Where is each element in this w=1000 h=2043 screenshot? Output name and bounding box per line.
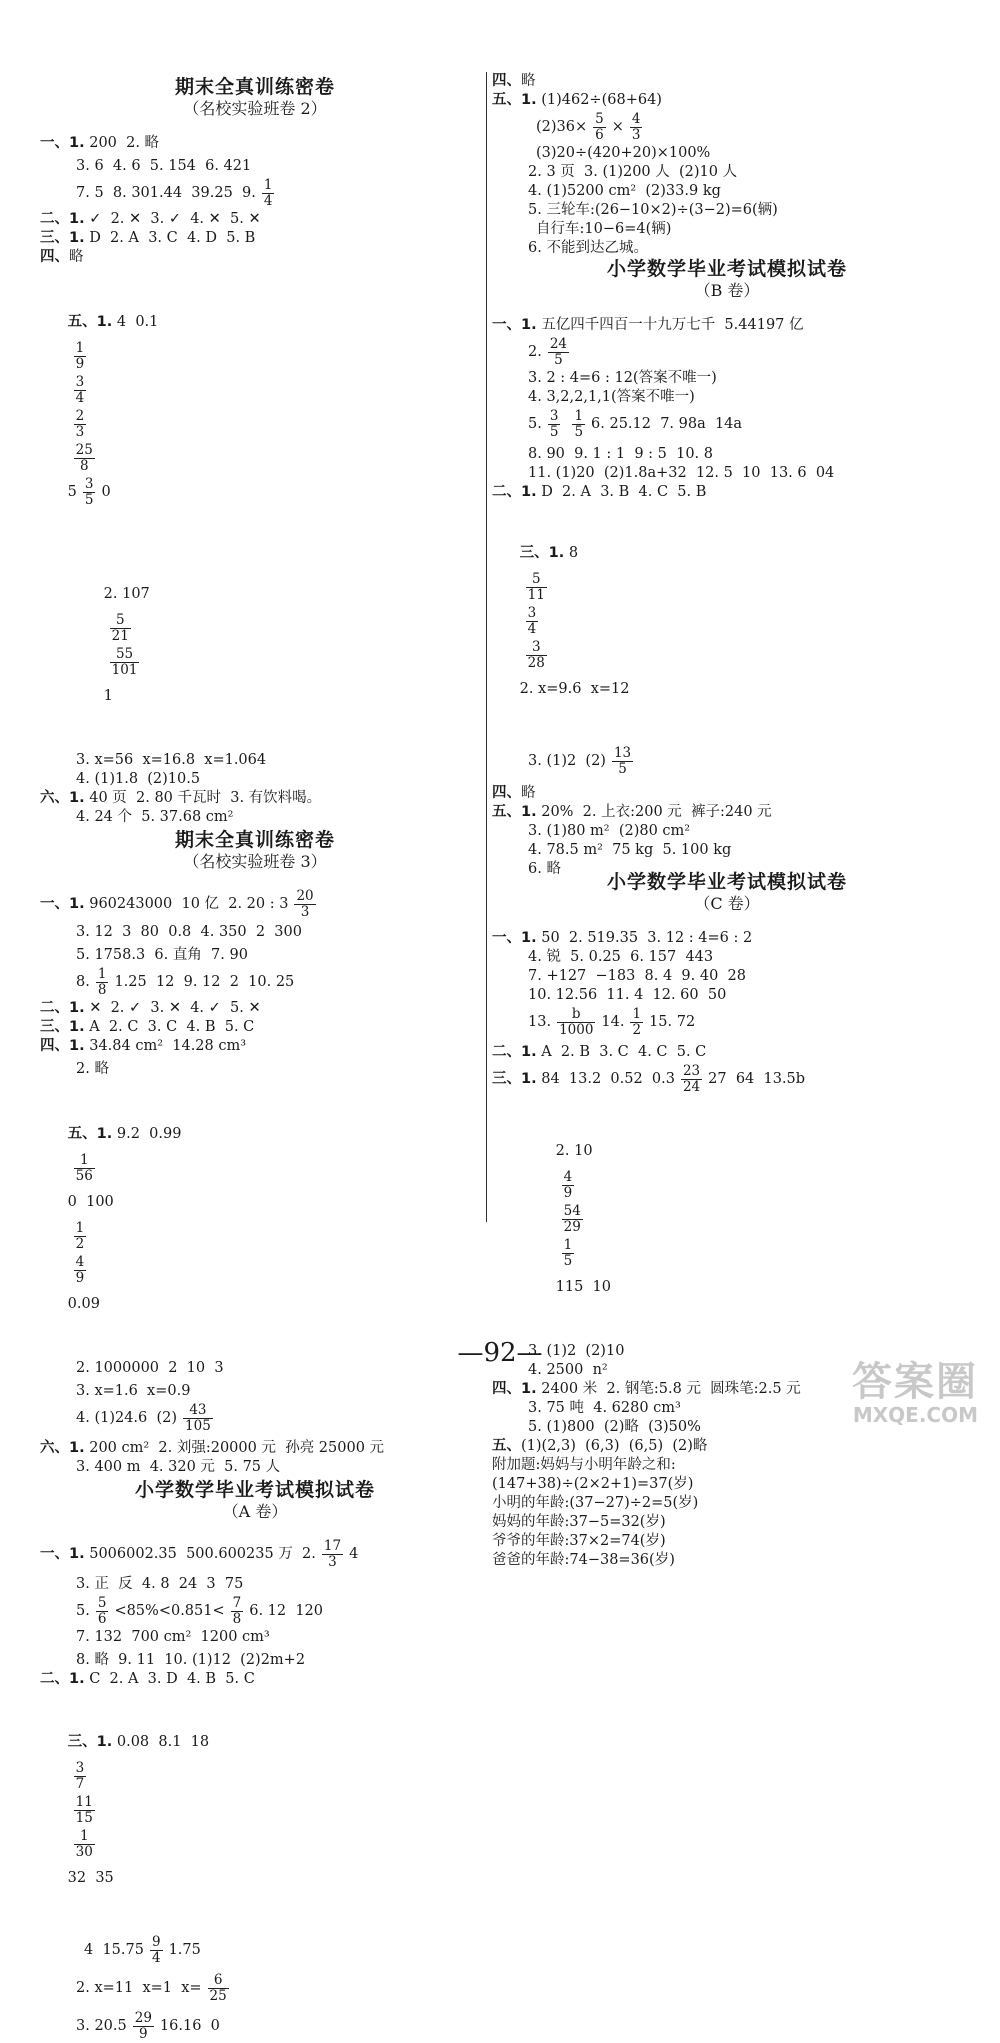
fraction: $\frac{17}{3}$ (323, 1537, 342, 1570)
section-title: 期末全真训练密卷 (174, 76, 335, 98)
answer-line: 5. 1758.3 6. 直角 7. 90 (76, 947, 248, 963)
answer-line: 4. 78.5 m² 75 kg 5. 100 kg (528, 842, 732, 858)
answer-line: (3)20÷(420+20)×100% (536, 145, 711, 161)
answer-line: 一、1. 960243000 10 亿 2. 20 : 3 $\frac{20}{3}$ (40, 887, 314, 920)
answer-line: 二、1. ✓ 2. ✕ 3. ✓ 4. ✕ 5. ✕ (40, 211, 261, 227)
answer-line: 一、1. 5006002.35 500.600235 万 2. $\frac{17}{3}$ 4 (40, 1537, 359, 1570)
fraction: $\frac{6}{25}$ (209, 1971, 227, 2004)
answer-line: 五、(1)(2,3) (6,3) (6,5) (2)略 (492, 1438, 708, 1454)
answer-line: 3. (1)2 (2) $\frac{13}{5}$ (528, 744, 632, 777)
fraction: $\frac{3}{5}$ (549, 407, 559, 440)
fraction: $\frac{11}{15}$ (75, 1793, 93, 1826)
extra-question-line: 妈妈的年龄:37−5=32(岁) (492, 1514, 666, 1530)
fraction: $\frac{54}{29}$ (563, 1202, 581, 1235)
extra-question-line: 附加题:妈妈与小明年龄之和: (492, 1457, 676, 1473)
section-subtitle: （名校实验班卷 2） (183, 99, 327, 118)
fraction: $\frac{1}{30}$ (75, 1827, 93, 1860)
fraction: $\frac{1}{5}$ (574, 407, 584, 440)
answer-line: 5. $\frac{5}{6}$ <85%<0.851< $\frac{7}{8}$ 6. 12 120 (76, 1594, 324, 1627)
fraction: $\frac{b}{1000}$ (559, 1005, 594, 1038)
extra-question-line: (147+38)÷(2×2+1)=37(岁) (492, 1476, 694, 1492)
extra-question-line: 爷爷的年龄:37×2=74(岁) (492, 1533, 666, 1549)
fraction: $\frac{4}{3}$ (631, 110, 641, 143)
answer-line: 4. 3,2,2,1,1(答案不唯一) (528, 389, 695, 405)
answer-line: 五、1. (1)462÷(68+64) (492, 92, 662, 108)
fraction: $\frac{4}{9}$ (75, 1253, 85, 1286)
answer-line: 3. 2 : 4=6 : 12(答案不唯一) (528, 370, 717, 386)
answer-line: 8. $\frac{1}{8}$ 1.25 12 9. 12 2 10. 25 (76, 965, 295, 998)
answer-line: (2)36× $\frac{5}{6}$ × $\frac{4}{3}$ (536, 110, 641, 143)
fraction: $\frac{3}{28}$ (527, 638, 545, 671)
fraction: $\frac{3}{4}$ (527, 604, 537, 637)
watermark-logo-mark: 答案圈 (852, 1359, 978, 1405)
answer-line: 自行车:10−6=4(辆) (536, 221, 672, 237)
answer-line: 四、1. 2400 米 2. 钢笔:5.8 元 圆珠笔:2.5 元 (492, 1381, 801, 1397)
answer-line: 3. x=1.6 x=0.9 (76, 1383, 191, 1399)
answer-line: 6. 略 (528, 861, 561, 877)
section-title: 小学数学毕业考试模拟试卷 (606, 258, 847, 280)
answer-line: 2. x=11 x=1 x= $\frac{6}{25}$ (76, 1971, 227, 2004)
answer-line: 4. 24 个 5. 37.68 cm² (76, 809, 234, 825)
answer-line: 三、1. 8 $\frac{5}{11}$ $\frac{3}{4}$ $\frac{3}{28}$ 2. x=9.6 x=12 (519, 545, 630, 697)
extra-question-line: 爸爸的年龄:74−38=36(岁) (492, 1552, 675, 1568)
answer-line: 五、1. 4 0.1 $\frac{1}{9}$ $\frac{3}{4}$ $\frac{2}{3}$ $\frac{25}{8}$ 5 $\frac{3}{5}$ 0 (67, 314, 159, 508)
fraction: $\frac{1}{2}$ (632, 1005, 642, 1038)
answer-line: 8. 90 9. 1 : 1 9 : 5 10. 8 (528, 446, 713, 462)
answer-line: 5. (1)800 (2)略 (3)50% (528, 1419, 701, 1435)
answer-line: 3. 6 4. 6 5. 154 6. 421 (76, 158, 252, 174)
fraction: $\frac{9}{4}$ (151, 1933, 161, 1966)
extra-question-line: 小明的年龄:(37−27)÷2=5(岁) (492, 1495, 699, 1511)
answer-line: 一、1. 200 2. 略 (40, 135, 160, 151)
site-watermark-logo (828, 1360, 978, 1426)
answer-line: 2. $\frac{24}{5}$ (528, 335, 568, 368)
answer-line: 3. (1)80 m² (2)80 cm² (528, 823, 691, 839)
answer-line: 3. (1)2 (2)10 (528, 1343, 625, 1359)
answer-line: 四、略 (40, 249, 84, 265)
fraction: $\frac{1}{8}$ (97, 965, 107, 998)
answer-line: 3. 75 吨 4. 6280 cm³ (528, 1400, 681, 1416)
answer-line: 二、1. A 2. B 3. C 4. C 5. C (492, 1044, 707, 1060)
answer-line: 4 15.75 $\frac{9}{4}$ 1.75 (84, 1933, 201, 1966)
fraction: $\frac{5}{21}$ (111, 611, 129, 644)
fraction: $\frac{1}{56}$ (75, 1151, 93, 1184)
answer-line: 13. $\frac{b}{1000}$ 14. $\frac{1}{2}$ 15. 72 (528, 1005, 696, 1038)
section-title: 小学数学毕业考试模拟试卷 (606, 871, 847, 893)
fraction: $\frac{3}{5}$ (84, 475, 94, 508)
section-subtitle: （C 卷） (694, 894, 760, 913)
section-subtitle: （A 卷） (222, 1502, 288, 1521)
fraction: $\frac{1}{2}$ (75, 1219, 85, 1252)
answer-line: 11. (1)20 (2)1.8a+32 12. 5 10 13. 6 04 (528, 465, 835, 481)
fraction: $\frac{3}{4}$ (75, 373, 85, 406)
answer-line: 4. (1)1.8 (2)10.5 (76, 771, 201, 787)
answer-line: 二、1. C 2. A 3. D 4. B 5. C (40, 1671, 255, 1687)
answer-line: 7. 5 8. 301.44 39.25 9. $\frac{1}{4}$ (76, 176, 273, 209)
section-subtitle: （B 卷） (694, 281, 760, 300)
answer-line: 2. 3 页 3. (1)200 人 (2)10 人 (528, 164, 738, 180)
answer-line: 3. 20.5 $\frac{29}{9}$ 16.16 0 (76, 2009, 220, 2042)
answer-line: 三、1. A 2. C 3. C 4. B 5. C (40, 1019, 255, 1035)
answer-line: 2. 1000000 2 10 3 (76, 1360, 224, 1376)
answer-line: 3. x=56 x=16.8 x=1.064 (76, 752, 267, 768)
fraction: $\frac{3}{7}$ (75, 1759, 85, 1792)
answer-line: 五、1. 20% 2. 上衣:200 元 裤子:240 元 (492, 804, 772, 820)
answer-line: 三、1. D 2. A 3. C 4. D 5. B (40, 230, 256, 246)
answer-line: 六、1. 40 页 2. 80 千瓦时 3. 有饮料喝。 (40, 790, 322, 806)
fraction: $\frac{1}{4}$ (263, 176, 273, 209)
answer-line: 7. 132 700 cm² 1200 cm³ (76, 1629, 270, 1645)
answer-line: 二、1. ✕ 2. ✓ 3. ✕ 4. ✓ 5. ✕ (40, 1000, 261, 1016)
section-subtitle: （名校实验班卷 3） (183, 852, 327, 871)
answer-line: 2. 略 (76, 1061, 109, 1077)
left-column (40, 60, 470, 2043)
answer-line: 7. +127 −183 8. 4 9. 40 28 (528, 968, 746, 984)
answer-line: 3. 正 反 4. 8 24 3 75 (76, 1576, 244, 1592)
answer-line: 6. 不能到达乙城。 (528, 240, 648, 256)
fraction: $\frac{4}{9}$ (563, 1168, 573, 1201)
answer-line: 2. 10 $\frac{4}{9}$ $\frac{54}{29}$ $\frac{1}{5}$ 115 10 (555, 1143, 612, 1295)
fraction: $\frac{23}{24}$ (682, 1062, 701, 1095)
answer-line: 四、1. 34.84 cm² 14.28 cm³ (40, 1038, 247, 1054)
fraction: $\frac{5}{6}$ (97, 1594, 107, 1627)
answer-line: 5. 三轮车:(26−10×2)÷(3−2)=6(辆) (528, 202, 778, 218)
watermark-site-url: MXQE.COM (852, 1403, 978, 1427)
fraction: $\frac{24}{5}$ (549, 335, 568, 368)
page-number: —92— (457, 1338, 543, 1368)
answer-line: 2. 107 $\frac{5}{21}$ $\frac{55}{101}$ 1 (103, 586, 150, 704)
fraction: $\frac{43}{105}$ (185, 1401, 211, 1434)
fraction: $\frac{2}{3}$ (75, 407, 85, 440)
fraction: $\frac{1}{9}$ (75, 339, 85, 372)
fraction: $\frac{29}{9}$ (134, 2009, 152, 2042)
answer-line: 三、1. 0.08 8.1 18 $\frac{3}{7}$ $\frac{11}{15}$ $\frac{1}{30}$ 32 35 (67, 1734, 210, 1886)
answer-line: 四、略 (492, 785, 536, 801)
answer-line: 二、1. D 2. A 3. B 4. C 5. B (492, 484, 707, 500)
fraction: $\frac{1}{5}$ (563, 1236, 573, 1269)
answer-line: 10. 12.56 11. 4 12. 60 50 (528, 987, 727, 1003)
answer-line: 8. 略 9. 11 10. (1)12 (2)2m+2 (76, 1652, 306, 1668)
fraction: $\frac{13}{5}$ (613, 744, 632, 777)
answer-line: 3. 12 3 80 0.8 4. 350 2 300 (76, 924, 302, 940)
column-divider (486, 72, 487, 1222)
answer-line: 五、1. 9.2 0.99 $\frac{1}{56}$ 0 100 $\frac{1}{2}$ $\frac{4}{9}$ 0.09 (67, 1126, 182, 1312)
answer-line: 5. $\frac{3}{5}$ $\frac{1}{5}$ 6. 25.12 7. 98a 14a (528, 407, 743, 440)
answer-line: 六、1. 200 cm² 2. 刘强:20000 元 孙亮 25000 元 (40, 1440, 385, 1456)
fraction: $\frac{5}{11}$ (527, 570, 545, 603)
fraction: $\frac{5}{6}$ (595, 110, 604, 143)
fraction: $\frac{20}{3}$ (296, 887, 314, 920)
section-title: 期末全真训练密卷 (174, 829, 335, 851)
section-title: 小学数学毕业考试模拟试卷 (134, 1479, 375, 1501)
answer-line: 一、1. 五亿四千四百一十九万七千 5.44197 亿 (492, 317, 804, 333)
fraction: $\frac{55}{101}$ (111, 645, 138, 678)
fraction: $\frac{7}{8}$ (232, 1594, 242, 1627)
answer-line: 四、略 (492, 73, 536, 89)
answer-line: 4. (1)5200 cm² (2)33.9 kg (528, 183, 721, 199)
answer-line: 3. 400 m 4. 320 元 5. 75 人 (76, 1459, 281, 1475)
answer-line: 三、1. 84 13.2 0.52 0.3 $\frac{23}{24}$ 27 64 13.5b (492, 1062, 806, 1095)
answer-line: 4. 锐 5. 0.25 6. 157 443 (528, 949, 714, 965)
answer-line: 4. 2500 n² (528, 1362, 608, 1378)
fraction: $\frac{25}{8}$ (75, 441, 93, 474)
answer-line: 一、1. 50 2. 519.35 3. 12 : 4=6 : 2 (492, 930, 753, 946)
answer-line: 4. (1)24.6 (2) $\frac{43}{105}$ (76, 1401, 211, 1434)
